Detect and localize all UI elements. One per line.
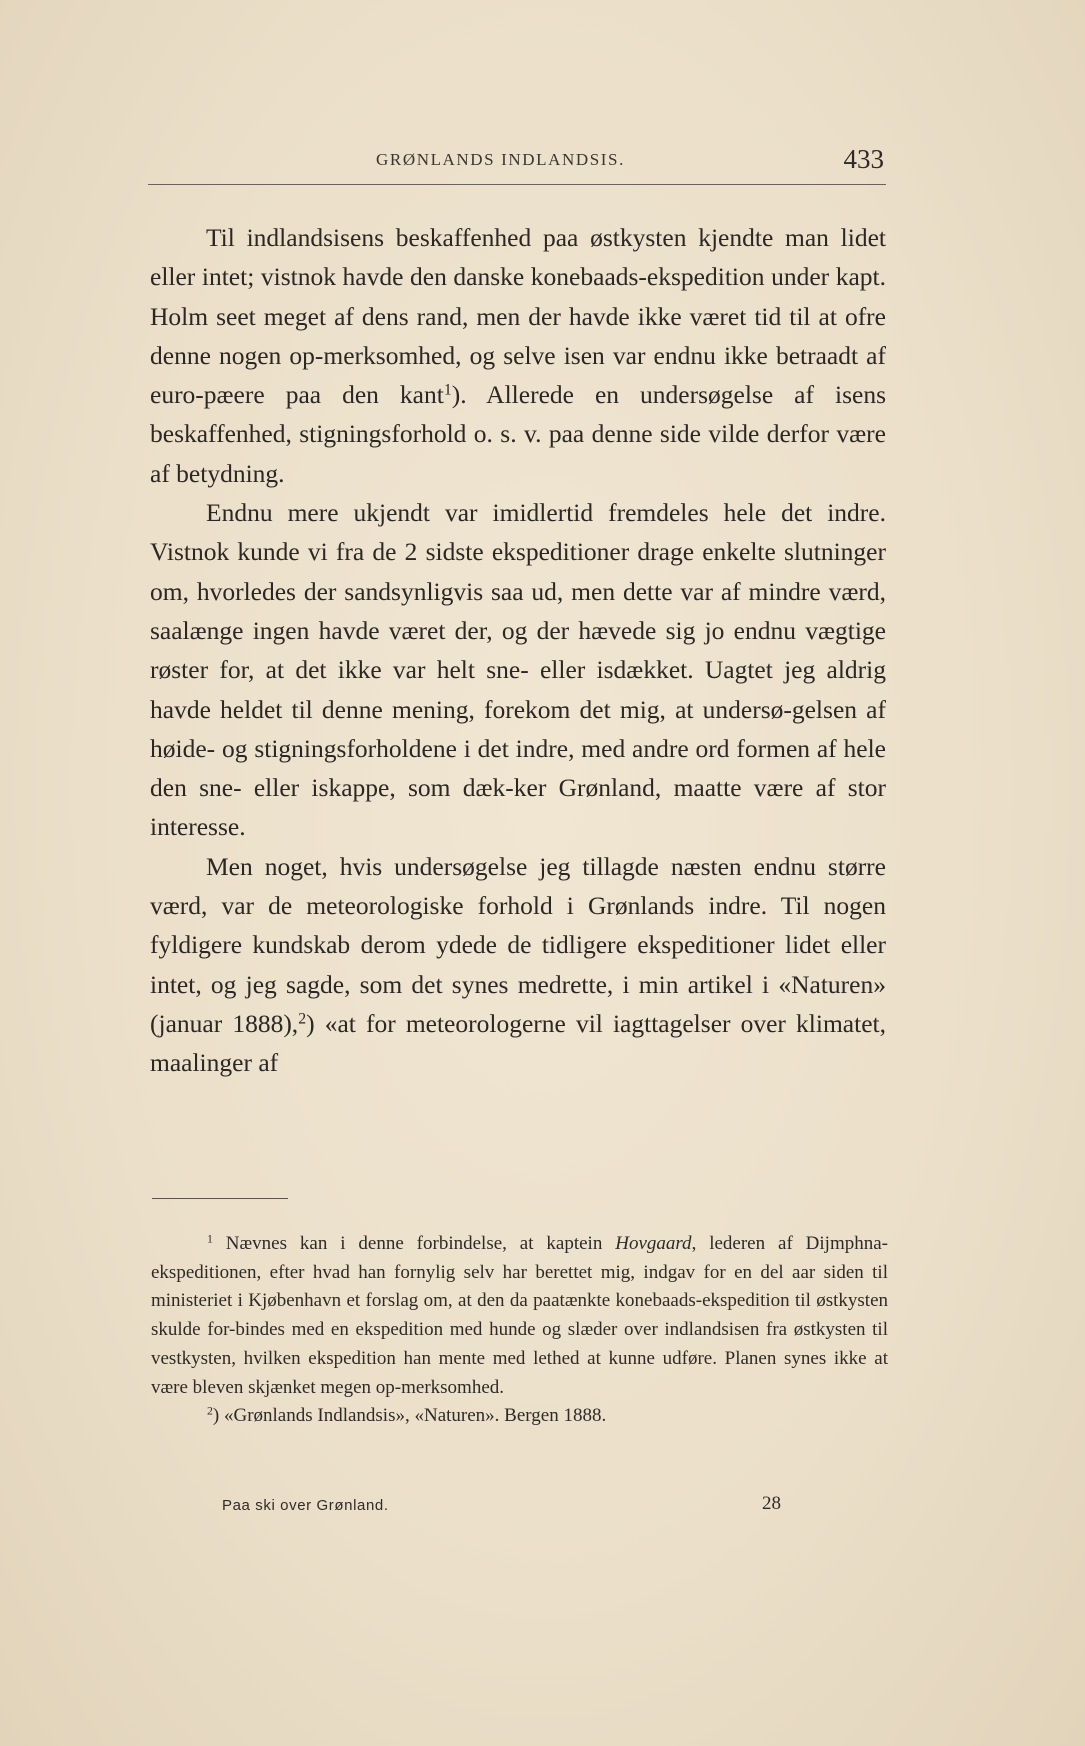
paragraph-2: Endnu mere ukjendt var imidlertid fremdeles hele det indre. Vistnok kunde vi fra de 2 sidste ekspeditioner drage enkelte slutninger om, hvorledes der sandsynligvis saa ud, men dette var af mindre værd, saalænge ingen havde været der, og der hævede sig jo endnu vægtige røster for, at det ikke var helt sne- eller isdækket. Uagtet jeg aldrig havde heldet til denne mening, forekom det mig, at undersø-gelsen af høide- og stigningsforholdene i det indre, med andre ord formen af hele den sne- eller iskappe, som dæk-ker Grønland, maatte være af stor interesse. <box>150 498 886 842</box>
footnote-mark-2: 2 <box>298 1010 307 1028</box>
paragraph-3-text: Men noget, hvis undersøgelse jeg tillagde næsten endnu større værd, var de meteorologiske forhold i Grønlands indre. Til nogen fyldigere kundskab derom ydede de tidligere ekspeditioner lidet eller intet, og jeg sagde, som det synes medrette, i min artikel i «Naturen» (januar 1888), <box>150 851 886 1038</box>
paragraph-3 <box>150 847 886 1083</box>
signature-mark: Paa ski over Grønland. <box>222 1497 389 1514</box>
footnote-2-text: ) «Grønlands Indlandsis», «Naturen». Bergen 1888. <box>212 1405 607 1427</box>
footnote-2 <box>151 1402 888 1431</box>
page-number: 433 <box>843 144 884 174</box>
footnote-1-name: Hovgaard <box>615 1233 692 1254</box>
page-header <box>148 144 886 190</box>
running-title: GRØNLANDS INDLANDSIS. <box>376 150 625 169</box>
footnotes <box>151 1230 888 1431</box>
paragraph-1 <box>150 218 886 493</box>
footnote-2-mark: 2 <box>207 1404 213 1418</box>
footnote-rule <box>152 1198 288 1199</box>
paragraph-1-tail: ). Allerede en undersøgelse af isens beskaffenhed, stigningsforhold o. s. v. paa denne side vilde derfor være af betydning. <box>150 380 886 488</box>
footnote-mark-1: 1 <box>443 381 452 399</box>
footnote-1-mark: 1 <box>207 1232 213 1246</box>
sheet-number: 28 <box>762 1493 781 1514</box>
paragraph-1-text: Til indlandsisens beskaffenhed paa østkysten kjendte man lidet eller intet; vistnok havde den danske konebaads-ekspedition under kapt. Holm seet meget af dens rand, men der havde ikke været tid til at ofre denne nogen op-merksomhed, og selve isen var endnu ikke betraadt af euro-pæere paa den kant <box>150 223 886 410</box>
header-rule <box>148 184 886 185</box>
footnote-1-post: , lederen af Dijmphna-ekspeditionen, efter hvad han fornylig selv har berettet mig, indgav for en del aar siden til ministeriet i Kjøbenhavn et forslag om, at den da paatænkte konebaads-ekspedition til østkysten skulde for-bindes med en ekspedition med hunde og slæder over indlandsisen fra østkysten til vestkysten, hvilken ekspedition han mente med lethed at kunne udføre. Planen synes ikke at være bleven skjænket megen op-merksomhed. <box>151 1233 888 1398</box>
footnote-1 <box>151 1230 888 1402</box>
page-footer <box>222 1493 802 1521</box>
paragraph-3-tail: ) «at for meteorologerne vil iagttagelser over klimatet, maalinger af <box>150 1008 886 1078</box>
body-text <box>150 218 886 1083</box>
footnote-1-pre: Nævnes kan i denne forbindelse, at kaptein <box>212 1233 616 1254</box>
